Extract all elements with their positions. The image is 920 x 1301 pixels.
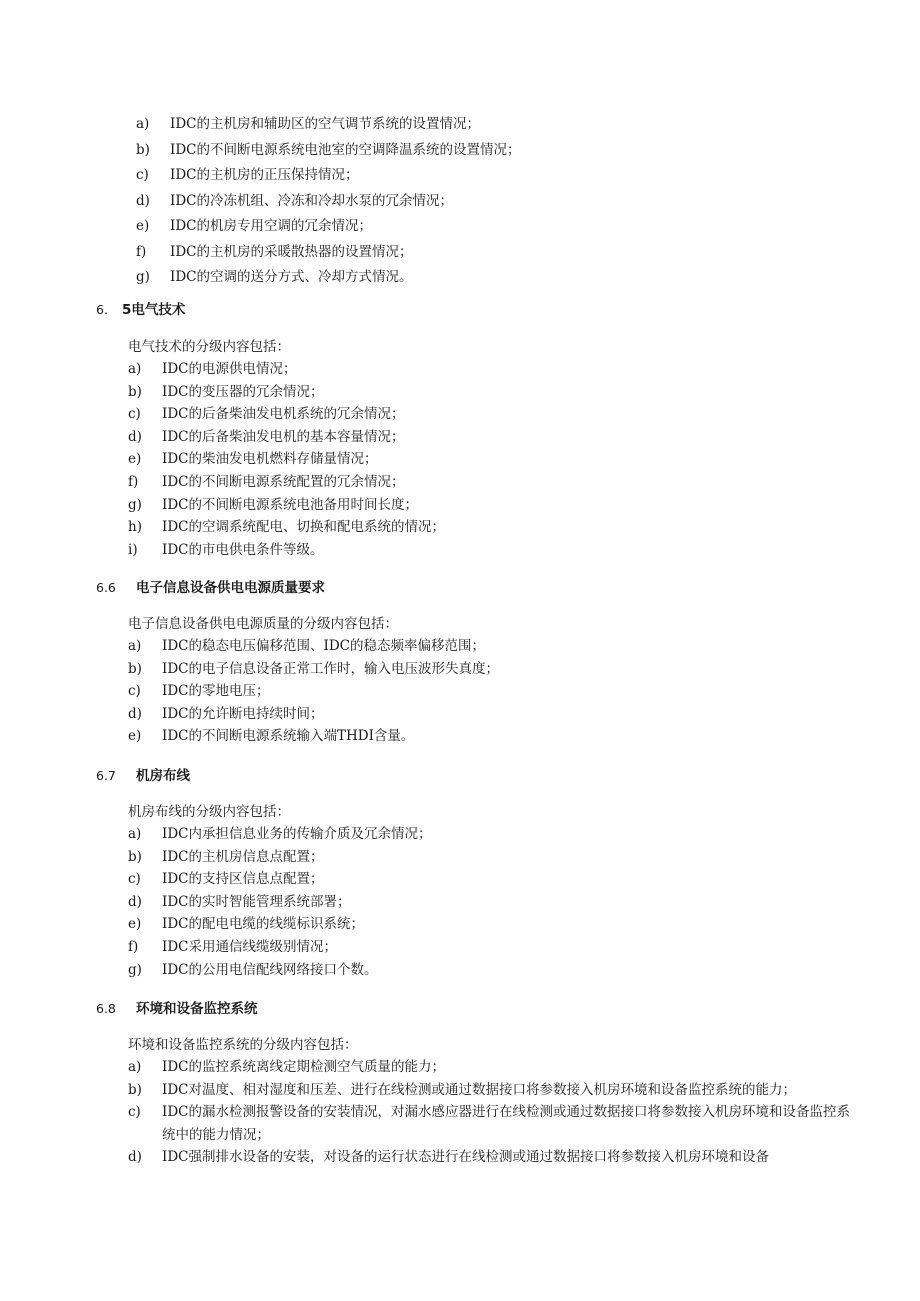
- section-heading: [96, 578, 856, 598]
- list-item: [128, 403, 856, 426]
- list-marker: c): [128, 683, 141, 700]
- list-marker: c): [128, 1104, 141, 1121]
- list-marker: e): [128, 451, 142, 468]
- list-marker: d): [136, 192, 150, 209]
- list-item: [128, 1101, 856, 1146]
- list-item: [128, 936, 856, 959]
- list-item-text: IDC的电子信息设备正常工作时，输入电压波形失真度；: [162, 660, 499, 677]
- section-title: 电子信息设备供电电源质量要求: [136, 580, 325, 596]
- list-marker: g): [128, 496, 142, 513]
- list-marker: e): [128, 728, 142, 745]
- section-title: 5电气技术: [122, 302, 186, 318]
- list-item-text: IDC的市电供电条件等级。: [162, 541, 324, 558]
- list-item: [128, 959, 856, 982]
- list-item: [128, 358, 856, 381]
- section-intro: 电子信息设备供电电源质量的分级内容包括：: [128, 616, 398, 632]
- list-item: [128, 494, 856, 517]
- list-item-text: IDC的电源供电情况；: [162, 361, 297, 377]
- list-item: [128, 891, 856, 914]
- list-item: [128, 1146, 856, 1169]
- list-item-text: IDC的允许断电持续时间；: [162, 705, 324, 722]
- section-title: 机房布线: [136, 768, 190, 784]
- list-item: [128, 448, 856, 471]
- list-marker: d): [128, 428, 142, 445]
- list-item: [128, 913, 856, 936]
- list-marker: b): [136, 141, 150, 158]
- list-item: [128, 703, 856, 726]
- list-item-text: IDC的空调的送分方式、冷却方式情况。: [170, 269, 413, 285]
- list-item-text: IDC的不间断电源系统电池备用时间长度；: [162, 496, 418, 513]
- list-item: [128, 1079, 856, 1102]
- list-item: [128, 471, 856, 494]
- list-item: [136, 216, 876, 242]
- section-number: 6.: [96, 302, 108, 317]
- hvac-item-list: [136, 114, 876, 293]
- list-item-text: IDC的机房专用空调的冗余情况；: [170, 218, 372, 234]
- section-number: 6.7: [96, 768, 116, 783]
- list-item-text: IDC的不间断电源系统输入端THDI含量。: [162, 728, 415, 745]
- section-monitoring: [96, 999, 856, 1169]
- list-marker: b): [128, 383, 142, 400]
- list-item: [128, 868, 856, 891]
- list-marker: b): [128, 1081, 142, 1098]
- list-marker: f): [128, 473, 139, 490]
- list-item: [128, 516, 856, 539]
- list-item-text: IDC的不间断电源系统电池室的空调降温系统的设置情况；: [170, 141, 521, 158]
- section-intro: 机房布线的分级内容包括：: [128, 804, 290, 820]
- list-item: [136, 165, 876, 191]
- list-item-text: IDC的零地电压；: [162, 683, 270, 700]
- list-marker: e): [136, 218, 150, 234]
- section-number: 6.6: [96, 580, 116, 595]
- list-item-text: IDC的后备柴油发电机的基本容量情况；: [162, 428, 405, 445]
- list-item: [128, 823, 856, 846]
- list-marker: c): [128, 871, 141, 888]
- list-item: [128, 658, 856, 681]
- section-heading: [96, 766, 856, 786]
- list-marker: h): [128, 519, 142, 536]
- list-marker: d): [128, 893, 142, 910]
- list-item: [136, 191, 876, 217]
- cabling-item-list: [96, 823, 856, 981]
- list-item-text: IDC的不间断电源系统配置的冗余情况；: [162, 473, 405, 490]
- list-marker: f): [136, 243, 147, 260]
- list-item: [128, 539, 856, 562]
- list-item: [136, 114, 876, 140]
- section-intro: 环境和设备监控系统的分级内容包括：: [128, 1037, 358, 1053]
- list-item-text: IDC的公用电信配线网络接口个数。: [162, 961, 378, 978]
- list-item-text: IDC的后备柴油发电机系统的冗余情况；: [162, 406, 405, 423]
- list-marker: d): [128, 1149, 142, 1166]
- list-item-text: IDC对温度、相对湿度和压差、进行在线检测或通过数据接口将参数接入机房环境和设备监控系统的能力；: [162, 1081, 796, 1098]
- list-item-text: IDC强制排水设备的安装，对设备的运行状态进行在线检测或通过数据接口将参数接入机房环境和设备: [162, 1149, 769, 1166]
- list-item-text: IDC的配电电缆的线缆标识系统；: [162, 916, 364, 933]
- list-item-text: IDC的柴油发电机燃料存储量情况；: [162, 451, 378, 468]
- monitoring-item-list: [96, 1056, 856, 1169]
- list-item-text: IDC的支持区信息点配置；: [162, 871, 324, 888]
- list-item-text: IDC的主机房和辅助区的空气调节系统的设置情况；: [170, 116, 480, 132]
- list-item: [128, 680, 856, 703]
- list-marker: a): [128, 361, 142, 377]
- list-item-text: IDC的实时智能管理系统部署；: [162, 893, 351, 910]
- section-title: 环境和设备监控系统: [136, 1001, 258, 1017]
- section-heading: [96, 999, 856, 1019]
- list-item-text: IDC的监控系统离线定期检测空气质量的能力；: [162, 1059, 445, 1075]
- list-item: [136, 242, 876, 268]
- section-intro: 电气技术的分级内容包括：: [128, 339, 290, 355]
- list-item: [128, 725, 856, 748]
- list-item: [136, 267, 876, 293]
- list-item: [136, 140, 876, 166]
- list-marker: a): [128, 638, 142, 654]
- list-item: [128, 846, 856, 869]
- list-marker: c): [128, 406, 141, 423]
- list-marker: a): [128, 1059, 142, 1075]
- power-quality-item-list: [96, 635, 856, 748]
- list-item-text: IDC的稳态电压偏移范围、IDC的稳态频率偏移范围；: [162, 638, 485, 654]
- list-item: [128, 1056, 856, 1079]
- list-item-text: IDC的主机房信息点配置；: [162, 848, 324, 865]
- list-marker: c): [136, 167, 149, 183]
- list-marker: b): [128, 848, 142, 865]
- list-marker: d): [128, 705, 142, 722]
- list-item-text: IDC的空调系统配电、切换和配电系统的情况；: [162, 519, 445, 536]
- list-item-text: IDC采用通信线缆级别情况；: [162, 938, 337, 955]
- list-item: [128, 635, 856, 658]
- section-cabling: [96, 766, 856, 981]
- list-item-text: IDC内承担信息业务的传输介质及冗余情况；: [162, 826, 432, 842]
- list-item: [128, 426, 856, 449]
- list-marker: i): [128, 541, 138, 558]
- list-item: [128, 381, 856, 404]
- list-marker: g): [136, 269, 150, 285]
- section-heading: [96, 300, 856, 320]
- list-marker: f): [128, 938, 139, 955]
- list-item-text: IDC的主机房的正压保持情况；: [170, 167, 359, 183]
- list-item-text: IDC的变压器的冗余情况；: [162, 383, 324, 400]
- list-marker: b): [128, 660, 142, 677]
- section-power-quality: [96, 578, 856, 748]
- section-electrical: [96, 300, 856, 561]
- list-marker: a): [136, 116, 150, 132]
- list-marker: e): [128, 916, 142, 933]
- list-item-text: IDC的主机房的采暖散热器的设置情况；: [170, 243, 413, 260]
- electrical-item-list: [96, 358, 856, 561]
- list-item-text: IDC的冷冻机组、冷冻和冷却水泵的冗余情况；: [170, 192, 453, 209]
- list-marker: a): [128, 826, 142, 842]
- section-number: 6.8: [96, 1001, 116, 1016]
- list-marker: g): [128, 961, 142, 978]
- list-item-text: IDC的漏水检测报警设备的安装情况，对漏水感应器进行在线检测或通过数据接口将参数接入机房环境和设备监控系统中的能力情况；: [162, 1104, 850, 1143]
